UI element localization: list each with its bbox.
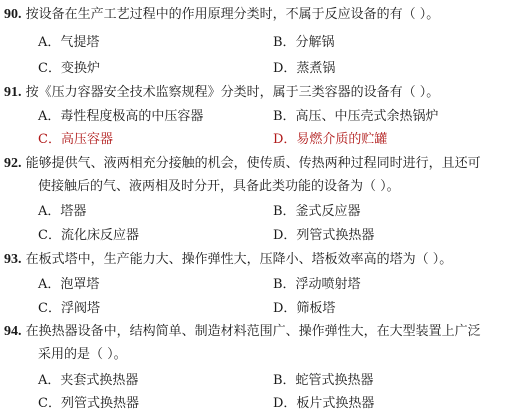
option-a: A．泡罩塔: [38, 277, 100, 292]
option-b: B．分解锅: [273, 35, 335, 50]
question-94-stem: [4, 323, 481, 341]
question-number: 94.: [4, 324, 22, 339]
option-a: A．气提塔: [38, 35, 100, 50]
option-b: B．釜式反应器: [273, 204, 361, 219]
question-text: 在换热器设备中，结构简单、制造材料范围广、操作弹性大，在大型装置上广泛: [25, 324, 481, 339]
question-number: 90.: [4, 7, 22, 22]
question-90-stem: [4, 6, 439, 24]
option-d: D．易燃介质的贮罐: [273, 132, 388, 147]
option-c: C．流化床反应器: [38, 228, 139, 243]
question-91-stem: [4, 84, 439, 102]
question-text: 能够提供气、液两相充分接触的机会，使传质、传热两种过程同时进行，且还可: [25, 156, 481, 171]
option-a: A．塔器: [38, 204, 87, 219]
question-text: 按《压力容器安全技术监察规程》分类时，属于三类容器的设备有（ ）。: [25, 85, 440, 100]
option-a: A．毒性程度极高的中压容器: [38, 109, 204, 124]
question-93-stem: [4, 251, 452, 269]
question-text-continued: 使接触后的气、液两相及时分开，具备此类功能的设备为（ ）。: [38, 179, 400, 194]
question-text-continued: 采用的是（ ）。: [38, 347, 127, 362]
option-b: B．高压、中压壳式余热锅炉: [273, 109, 439, 124]
option-c: C．变换炉: [38, 61, 100, 76]
option-c: C．列管式换热器: [38, 396, 139, 411]
option-a: A．夹套式换热器: [38, 373, 139, 388]
question-number: 92.: [4, 156, 22, 171]
question-92-stem: [4, 155, 481, 173]
option-d: D．板片式换热器: [273, 396, 375, 411]
question-number: 91.: [4, 85, 22, 100]
option-d: D．列管式换热器: [273, 228, 375, 243]
question-text: 在板式塔中，生产能力大、操作弹性大，压降小、塔板效率高的塔为（ ）。: [25, 252, 453, 267]
option-c: C．浮阀塔: [38, 301, 100, 316]
option-d: D．蒸煮锅: [273, 61, 336, 76]
option-b: B．蛇管式换热器: [273, 373, 374, 388]
option-b: B．浮动喷射塔: [273, 277, 361, 292]
option-c: C．高压容器: [38, 132, 113, 147]
question-text: 按设备在生产工艺过程中的作用原理分类时，不属于反应设备的有（ ）。: [25, 7, 440, 22]
question-number: 93.: [4, 252, 22, 267]
option-d: D．筛板塔: [273, 301, 336, 316]
